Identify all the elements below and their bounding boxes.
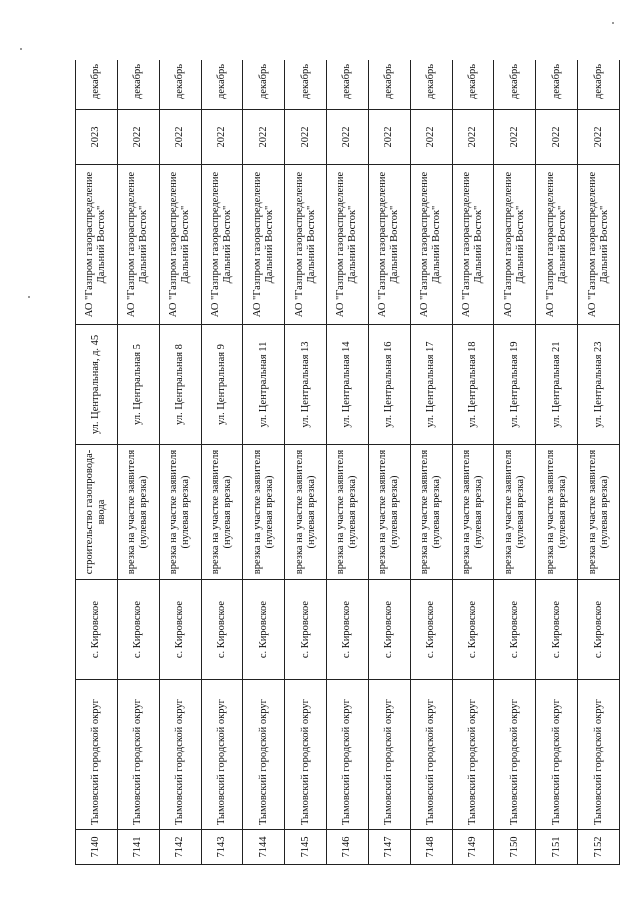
work-type-cell: врезка на участке заявителя (нулевая врезка) bbox=[578, 445, 620, 580]
work-type-cell: врезка на участке заявителя (нулевая врезка) bbox=[410, 445, 452, 580]
locality-cell: с. Кировское bbox=[410, 580, 452, 680]
row-number-cell: 7151 bbox=[536, 830, 578, 865]
month-cell: декабрь bbox=[285, 60, 327, 110]
organization-cell: АО "Газпром газораспределение Дальний Восток" bbox=[327, 165, 369, 325]
district-cell: Тымовский городской округ bbox=[578, 680, 620, 830]
table-row bbox=[243, 60, 285, 865]
year-cell: 2022 bbox=[368, 110, 410, 165]
organization-cell: АО "Газпром газораспределение Дальний Восток" bbox=[285, 165, 327, 325]
district-cell: Тымовский городской округ bbox=[536, 680, 578, 830]
organization-cell: АО "Газпром газораспределение Дальний Восток" bbox=[368, 165, 410, 325]
district-cell: Тымовский городской округ bbox=[117, 680, 159, 830]
district-cell: Тымовский городской округ bbox=[285, 680, 327, 830]
table-row bbox=[578, 60, 620, 865]
table-row bbox=[452, 60, 494, 865]
address-cell: ул. Центральная 13 bbox=[285, 325, 327, 445]
table-row bbox=[494, 60, 536, 865]
month-cell: декабрь bbox=[243, 60, 285, 110]
organization-cell: АО "Газпром газораспределение Дальний Восток" bbox=[410, 165, 452, 325]
row-number-cell: 7149 bbox=[452, 830, 494, 865]
table-row bbox=[117, 60, 159, 865]
address-cell: ул. Центральная 16 bbox=[368, 325, 410, 445]
row-number-cell: 7143 bbox=[201, 830, 243, 865]
month-cell: декабрь bbox=[117, 60, 159, 110]
address-cell: ул. Центральная 18 bbox=[452, 325, 494, 445]
address-cell: ул. Центральная 8 bbox=[159, 325, 201, 445]
district-cell: Тымовский городской округ bbox=[159, 680, 201, 830]
work-type-cell: врезка на участке заявителя (нулевая врезка) bbox=[285, 445, 327, 580]
organization-cell: АО "Газпром газораспределение Дальний Восток" bbox=[201, 165, 243, 325]
table-row bbox=[201, 60, 243, 865]
month-cell: декабрь bbox=[327, 60, 369, 110]
address-cell: ул. Центральная 5 bbox=[117, 325, 159, 445]
work-type-cell: строительство газопровода-ввода bbox=[76, 445, 118, 580]
locality-cell: с. Кировское bbox=[578, 580, 620, 680]
district-cell: Тымовский городской округ bbox=[327, 680, 369, 830]
row-number-cell: 7144 bbox=[243, 830, 285, 865]
organization-cell: АО "Газпром газораспределение Дальний Восток" bbox=[494, 165, 536, 325]
locality-cell: с. Кировское bbox=[494, 580, 536, 680]
district-cell: Тымовский городской округ bbox=[452, 680, 494, 830]
row-number-cell: 7152 bbox=[578, 830, 620, 865]
year-cell: 2022 bbox=[494, 110, 536, 165]
table-row bbox=[327, 60, 369, 865]
table-row bbox=[410, 60, 452, 865]
work-type-cell: врезка на участке заявителя (нулевая врезка) bbox=[327, 445, 369, 580]
organization-cell: АО "Газпром газораспределение Дальний Восток" bbox=[117, 165, 159, 325]
locality-cell: с. Кировское bbox=[536, 580, 578, 680]
month-cell: декабрь bbox=[76, 60, 118, 110]
table-body bbox=[76, 60, 620, 865]
year-cell: 2023 bbox=[76, 110, 118, 165]
organization-cell: АО "Газпром газораспределение Дальний Восток" bbox=[243, 165, 285, 325]
district-cell: Тымовский городской округ bbox=[368, 680, 410, 830]
row-number-cell: 7141 bbox=[117, 830, 159, 865]
locality-cell: с. Кировское bbox=[76, 580, 118, 680]
year-cell: 2022 bbox=[536, 110, 578, 165]
row-number-cell: 7147 bbox=[368, 830, 410, 865]
address-cell: ул. Центральная 14 bbox=[327, 325, 369, 445]
scan-speck bbox=[28, 296, 30, 298]
year-cell: 2022 bbox=[159, 110, 201, 165]
scan-speck bbox=[20, 48, 22, 50]
address-cell: ул. Центральная 21 bbox=[536, 325, 578, 445]
address-cell: ул. Центральная 9 bbox=[201, 325, 243, 445]
table-row bbox=[368, 60, 410, 865]
month-cell: декабрь bbox=[578, 60, 620, 110]
organization-cell: АО "Газпром газораспределение Дальний Восток" bbox=[76, 165, 118, 325]
year-cell: 2022 bbox=[243, 110, 285, 165]
table-row bbox=[536, 60, 578, 865]
rotated-page bbox=[75, 60, 620, 865]
work-type-cell: врезка на участке заявителя (нулевая врезка) bbox=[201, 445, 243, 580]
district-cell: Тымовский городской округ bbox=[201, 680, 243, 830]
organization-cell: АО "Газпром газораспределение Дальний Восток" bbox=[536, 165, 578, 325]
month-cell: декабрь bbox=[410, 60, 452, 110]
work-type-cell: врезка на участке заявителя (нулевая врезка) bbox=[452, 445, 494, 580]
table-row bbox=[76, 60, 118, 865]
organization-cell: АО "Газпром газораспределение Дальний Восток" bbox=[452, 165, 494, 325]
district-cell: Тымовский городской округ bbox=[494, 680, 536, 830]
row-number-cell: 7140 bbox=[76, 830, 118, 865]
year-cell: 2022 bbox=[452, 110, 494, 165]
address-cell: ул. Центральная 17 bbox=[410, 325, 452, 445]
locality-cell: с. Кировское bbox=[368, 580, 410, 680]
work-type-cell: врезка на участке заявителя (нулевая врезка) bbox=[117, 445, 159, 580]
work-type-cell: врезка на участке заявителя (нулевая врезка) bbox=[243, 445, 285, 580]
district-cell: Тымовский городской округ bbox=[410, 680, 452, 830]
gas-connection-table bbox=[75, 60, 620, 865]
month-cell: декабрь bbox=[159, 60, 201, 110]
month-cell: декабрь bbox=[536, 60, 578, 110]
work-type-cell: врезка на участке заявителя (нулевая врезка) bbox=[159, 445, 201, 580]
month-cell: декабрь bbox=[368, 60, 410, 110]
row-number-cell: 7142 bbox=[159, 830, 201, 865]
address-cell: ул. Центральная, д. 45 bbox=[76, 325, 118, 445]
organization-cell: АО "Газпром газораспределение Дальний Восток" bbox=[578, 165, 620, 325]
organization-cell: АО "Газпром газораспределение Дальний Восток" bbox=[159, 165, 201, 325]
year-cell: 2022 bbox=[410, 110, 452, 165]
year-cell: 2022 bbox=[327, 110, 369, 165]
year-cell: 2022 bbox=[285, 110, 327, 165]
locality-cell: с. Кировское bbox=[201, 580, 243, 680]
locality-cell: с. Кировское bbox=[117, 580, 159, 680]
month-cell: декабрь bbox=[201, 60, 243, 110]
locality-cell: с. Кировское bbox=[285, 580, 327, 680]
work-type-cell: врезка на участке заявителя (нулевая врезка) bbox=[536, 445, 578, 580]
locality-cell: с. Кировское bbox=[243, 580, 285, 680]
year-cell: 2022 bbox=[201, 110, 243, 165]
month-cell: декабрь bbox=[494, 60, 536, 110]
table-row bbox=[159, 60, 201, 865]
locality-cell: с. Кировское bbox=[327, 580, 369, 680]
work-type-cell: врезка на участке заявителя (нулевая врезка) bbox=[494, 445, 536, 580]
address-cell: ул. Центральная 11 bbox=[243, 325, 285, 445]
row-number-cell: 7148 bbox=[410, 830, 452, 865]
locality-cell: с. Кировское bbox=[159, 580, 201, 680]
row-number-cell: 7145 bbox=[285, 830, 327, 865]
district-cell: Тымовский городской округ bbox=[243, 680, 285, 830]
year-cell: 2022 bbox=[578, 110, 620, 165]
address-cell: ул. Центральная 23 bbox=[578, 325, 620, 445]
month-cell: декабрь bbox=[452, 60, 494, 110]
row-number-cell: 7146 bbox=[327, 830, 369, 865]
locality-cell: с. Кировское bbox=[452, 580, 494, 680]
work-type-cell: врезка на участке заявителя (нулевая врезка) bbox=[368, 445, 410, 580]
year-cell: 2022 bbox=[117, 110, 159, 165]
row-number-cell: 7150 bbox=[494, 830, 536, 865]
address-cell: ул. Центральная 19 bbox=[494, 325, 536, 445]
district-cell: Тымовский городской округ bbox=[76, 680, 118, 830]
table-row bbox=[285, 60, 327, 865]
scan-speck bbox=[612, 22, 614, 24]
table-rotator bbox=[75, 60, 620, 865]
